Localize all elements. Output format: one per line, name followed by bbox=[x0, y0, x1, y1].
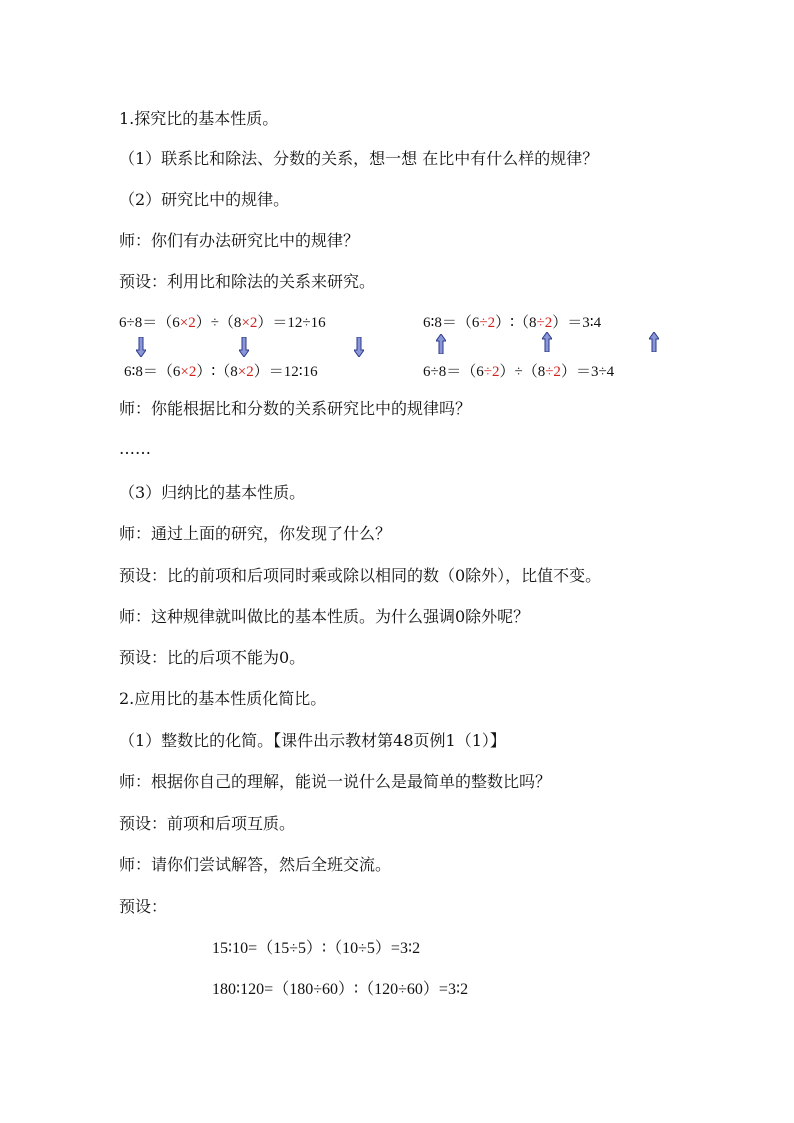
teacher-statement-2: 师：请你们尝试解答，然后全班交流。 bbox=[119, 855, 392, 874]
equation-2: 180∶120=（180÷60）∶（120÷60）=3∶2 bbox=[212, 981, 469, 998]
formula-right-top: 6∶8＝（6÷2）∶（8÷2）＝3∶4 bbox=[423, 315, 602, 331]
step-2-1-text: （1）整数比的化简。【课件出示教材第48页例1（1）】 bbox=[119, 731, 506, 750]
arrow-up-icon bbox=[436, 334, 446, 354]
arrow-down-icon bbox=[136, 337, 146, 357]
ellipsis: …… bbox=[119, 439, 151, 458]
arrow-down-icon bbox=[354, 337, 364, 357]
arrow-up-icon bbox=[649, 332, 659, 352]
section-2-heading: 2.应用比的基本性质化简比。 bbox=[119, 689, 327, 708]
teacher-question-1: 师：你们有办法研究比中的规律？ bbox=[119, 231, 360, 250]
preset-answer-1: 预设：利用比和除法的关系来研究。 bbox=[119, 272, 376, 291]
teacher-statement-1: 师：这种规律就叫做比的基本性质。为什么强调0除外呢？ bbox=[119, 607, 530, 626]
step-1-text: （1）联系比和除法、分数的关系，想一想 在比中有什么样的规律？ bbox=[119, 149, 599, 168]
preset-label: 预设： bbox=[119, 897, 168, 916]
teacher-question-2: 师：你能根据比和分数的关系研究比中的规律吗？ bbox=[119, 399, 472, 418]
step-3-text: （3）归纳比的基本性质。 bbox=[119, 483, 306, 502]
teacher-question-4: 师：根据你自己的理解，能说一说什么是最简单的整数比吗？ bbox=[119, 772, 552, 791]
step-2-text: （2）研究比中的规律。 bbox=[119, 190, 290, 209]
equation-1: 15∶10=（15÷5）∶（10÷5）=3∶2 bbox=[212, 940, 421, 957]
arrow-down-icon bbox=[239, 337, 249, 357]
formula-left-top: 6÷8＝（6×2）÷（8×2）＝12÷16 bbox=[119, 315, 326, 331]
teacher-question-3: 师：通过上面的研究，你发现了什么？ bbox=[119, 524, 392, 543]
section-1-heading: 1.探究比的基本性质。 bbox=[119, 109, 279, 128]
arrow-up-icon bbox=[542, 332, 552, 352]
preset-answer-2: 预设：比的前项和后项同时乘或除以相同的数（0除外），比值不变。 bbox=[119, 566, 602, 585]
preset-answer-3: 预设：比的后项不能为0。 bbox=[119, 648, 306, 667]
formula-left-bottom: 6∶8＝（6×2）∶（8×2）＝12∶16 bbox=[124, 364, 318, 380]
preset-answer-4: 预设：前项和后项互质。 bbox=[119, 814, 296, 833]
formula-right-bottom: 6÷8＝（6÷2）÷（8÷2）＝3÷4 bbox=[423, 364, 615, 380]
